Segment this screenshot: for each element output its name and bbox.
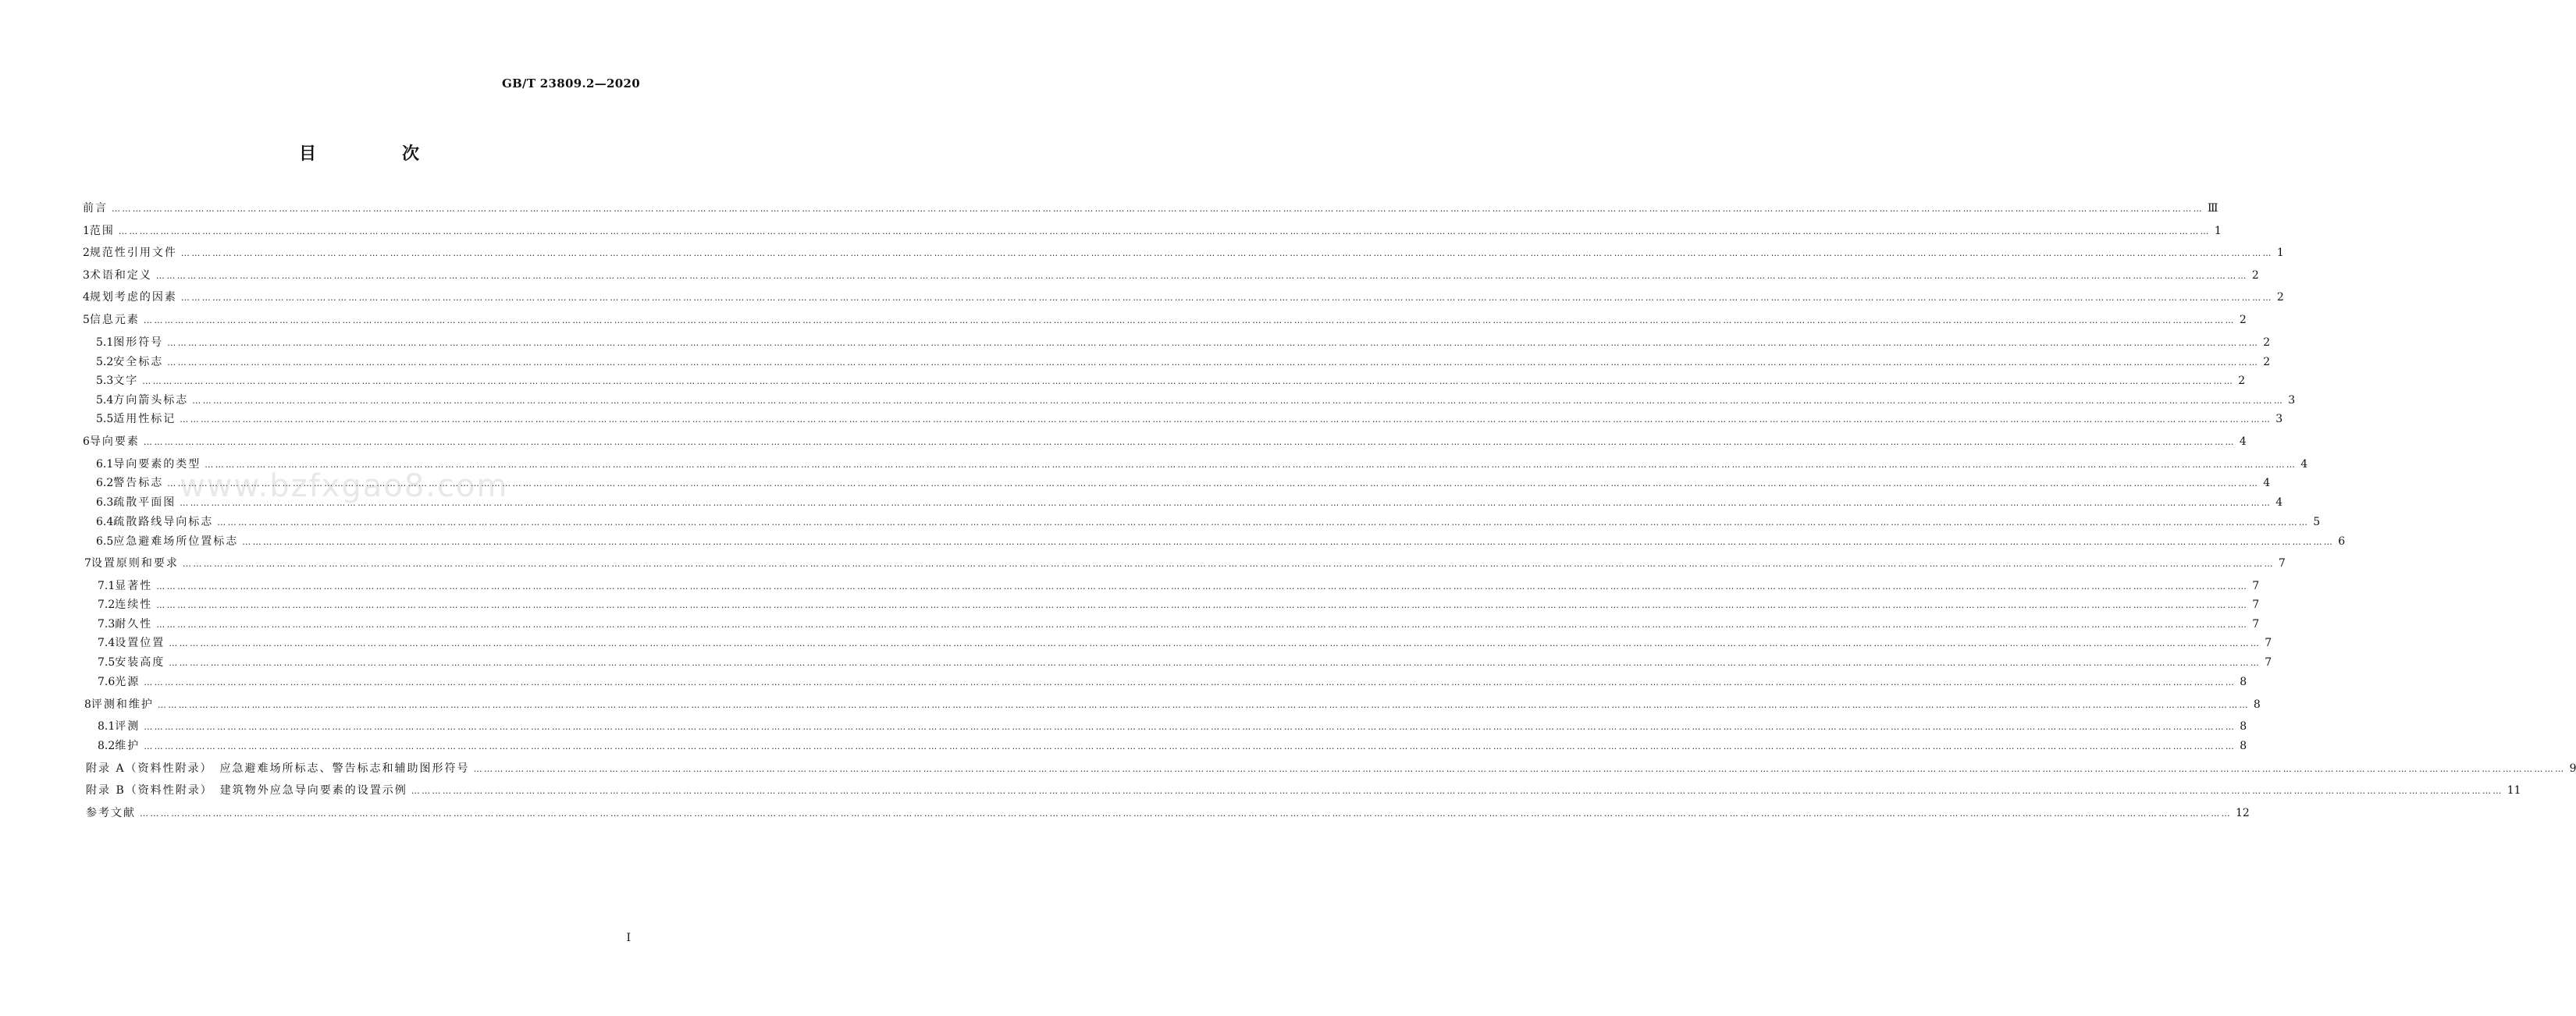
toc-entry[interactable] bbox=[96, 410, 2283, 428]
toc-entry-number: 2 bbox=[83, 247, 90, 259]
toc-entry-number: 7.5 bbox=[98, 656, 116, 669]
toc-entry-page: 8 bbox=[2240, 676, 2247, 688]
toc-entry-number: 8.2 bbox=[98, 740, 116, 752]
toc-entry[interactable] bbox=[84, 555, 2286, 572]
toc-entry[interactable] bbox=[98, 737, 2247, 755]
toc-entry-page: 3 bbox=[2288, 394, 2296, 407]
toc-entry[interactable] bbox=[98, 654, 2272, 671]
toc-entry[interactable] bbox=[98, 673, 2247, 691]
toc-entry[interactable] bbox=[83, 200, 2218, 217]
toc-entry-label: 规划考虑的因素 bbox=[89, 291, 177, 304]
toc-entry-page: 2 bbox=[2251, 269, 2259, 282]
toc-entry-label: 维护 bbox=[115, 740, 141, 752]
toc-entry[interactable] bbox=[83, 433, 2247, 450]
toc-entry[interactable] bbox=[98, 616, 2260, 633]
toc-entry-label: 疏散平面图 bbox=[113, 496, 176, 509]
toc-entry-page: 4 bbox=[2275, 496, 2283, 509]
toc-entry-label: 范围 bbox=[89, 225, 115, 237]
toc-leader-dots: …………………………………………………………………………………………………………………………………………………………………………………………………………………………………………………………………………………………………………………………………………………………………………………………………………………………………………………………………………………………………………………………………………………… bbox=[167, 478, 2260, 488]
toc-entry-label: 光源 bbox=[115, 676, 141, 688]
toc-leader-dots: …………………………………………………………………………………………………………………………………………………………………………………………………………………………………………………………………………………………………………………………………………………………………………………………………………………………………………………………………………………………………………………………………………………… bbox=[156, 581, 2249, 591]
toc-leader-dots: …………………………………………………………………………………………………………………………………………………………………………………………………………………………………………………………………………………………………………………………………………………………………………………………………………………………………………………………………………………………………………………………………………………… bbox=[242, 537, 2335, 547]
toc-entry-label: 适用性标记 bbox=[113, 413, 176, 425]
toc-entry[interactable] bbox=[98, 718, 2247, 735]
toc-entry-page: 2 bbox=[2276, 291, 2284, 304]
toc-entry-number: 6.4 bbox=[96, 516, 114, 528]
toc-entry-label: 信息元素 bbox=[89, 314, 140, 326]
toc-entry-number: 5.3 bbox=[96, 375, 114, 387]
toc-entry-page: 7 bbox=[2252, 599, 2260, 611]
toc-entry[interactable] bbox=[86, 760, 2576, 777]
toc-entry[interactable] bbox=[96, 334, 2271, 351]
toc-entry-label: 文字 bbox=[113, 375, 139, 387]
toc-leader-dots: …………………………………………………………………………………………………………………………………………………………………………………………………………………………………………………………………………………………………………………………………………………………………………………………………………………………………………………………………………………………………………………………………………………… bbox=[144, 722, 2236, 732]
toc-entry-label: 应急避难场所位置标志 bbox=[113, 535, 239, 548]
page-number: I bbox=[626, 932, 631, 944]
toc-leader-dots: …………………………………………………………………………………………………………………………………………………………………………………………………………………………………………………………………………………………………………………………………………………………………………………………………………………………………………………………………………………………………………………………………………………… bbox=[169, 658, 2261, 668]
toc-entry[interactable] bbox=[83, 244, 2284, 261]
toc-entry[interactable] bbox=[83, 289, 2284, 306]
toc-entry-label: 参考文献 bbox=[86, 807, 136, 819]
toc-leader-dots: …………………………………………………………………………………………………………………………………………………………………………………………………………………………………………………………………………………………………………………………………………………………………………………………………………………………………………………………………………………………………………………………………………………… bbox=[205, 460, 2297, 470]
toc-entry-label: 术语和定义 bbox=[89, 269, 152, 282]
toc-entry-page: 2 bbox=[2263, 336, 2271, 349]
toc-leader-dots: …………………………………………………………………………………………………………………………………………………………………………………………………………………………………………………………………………………………………………………………………………………………………………………………………………………………………………………………………………………………………………………………………………………… bbox=[118, 226, 2211, 236]
toc-entry-page: 8 bbox=[2253, 698, 2261, 711]
toc-entry-label: 安全标志 bbox=[113, 356, 164, 368]
toc-entry[interactable] bbox=[96, 353, 2271, 371]
toc-entry-label: 警告标志 bbox=[113, 477, 164, 489]
toc-leader-dots: …………………………………………………………………………………………………………………………………………………………………………………………………………………………………………………………………………………………………………………………………………………………………………………………………………………………………………………………………………………………………………………………………………………… bbox=[156, 600, 2249, 610]
toc-leader-dots: …………………………………………………………………………………………………………………………………………………………………………………………………………………………………………………………………………………………………………………………………………………………………………………………………………………………………………………………………………………………………………………………………………………… bbox=[182, 559, 2275, 569]
toc-entry-label: 显著性 bbox=[115, 580, 153, 592]
toc-entry[interactable] bbox=[96, 392, 2296, 409]
toc-entry-number: 6 bbox=[83, 435, 90, 448]
toc-leader-dots: …………………………………………………………………………………………………………………………………………………………………………………………………………………………………………………………………………………………………………………………………………………………………………………………………………………………………………………………………………………………………………………………………………………… bbox=[473, 764, 2566, 774]
toc-entry-number: 7.1 bbox=[98, 580, 116, 592]
toc-entry-page: 9 bbox=[2569, 762, 2576, 775]
toc-entry-page: 6 bbox=[2338, 535, 2346, 548]
toc-leader-dots: …………………………………………………………………………………………………………………………………………………………………………………………………………………………………………………………………………………………………………………………………………………………………………………………………………………………………………………………………………………………………………………………………………………… bbox=[169, 638, 2261, 648]
toc-entry[interactable] bbox=[98, 596, 2260, 613]
toc-entry[interactable] bbox=[83, 222, 2222, 240]
page-title: 目 次 bbox=[298, 144, 454, 164]
toc-entry-number: 8 bbox=[84, 698, 91, 711]
toc-entry-number: 1 bbox=[83, 225, 90, 237]
toc-entry-label: 评测 bbox=[115, 720, 141, 733]
toc-leader-dots: …………………………………………………………………………………………………………………………………………………………………………………………………………………………………………………………………………………………………………………………………………………………………………………………………………………………………………………………………………………………………………………………………………………… bbox=[140, 808, 2232, 819]
toc-leader-dots: …………………………………………………………………………………………………………………………………………………………………………………………………………………………………………………………………………………………………………………………………………………………………………………………………………………………………………………………………………………………………………………………………………………… bbox=[180, 293, 2273, 303]
toc-entry-number: 7.3 bbox=[98, 618, 116, 631]
toc-leader-dots: …………………………………………………………………………………………………………………………………………………………………………………………………………………………………………………………………………………………………………………………………………………………………………………………………………………………………………………………………………………………………………………………………………………… bbox=[112, 204, 2204, 214]
toc-entry-page: 8 bbox=[2240, 740, 2247, 752]
toc-entry[interactable] bbox=[96, 474, 2271, 492]
toc-entry-page: 1 bbox=[2214, 225, 2222, 237]
toc-leader-dots: …………………………………………………………………………………………………………………………………………………………………………………………………………………………………………………………………………………………………………………………………………………………………………………………………………………………………………………………………………………………………………………………………………………… bbox=[157, 700, 2250, 710]
toc-entry-label: 图形符号 bbox=[113, 336, 164, 349]
toc-leader-dots: …………………………………………………………………………………………………………………………………………………………………………………………………………………………………………………………………………………………………………………………………………………………………………………………………………………………………………………………………………………………………………………………………………………… bbox=[143, 437, 2236, 447]
toc-entry[interactable] bbox=[84, 696, 2261, 713]
toc-entry[interactable] bbox=[83, 267, 2259, 284]
toc-leader-dots: …………………………………………………………………………………………………………………………………………………………………………………………………………………………………………………………………………………………………………………………………………………………………………………………………………………………………………………………………………………………………………………………………………………… bbox=[144, 677, 2236, 687]
toc-entry-label: 设置位置 bbox=[115, 637, 165, 649]
toc-entry-number: 5.2 bbox=[96, 356, 114, 368]
toc-leader-dots: …………………………………………………………………………………………………………………………………………………………………………………………………………………………………………………………………………………………………………………………………………………………………………………………………………………………………………………………………………………………………………………………………………………… bbox=[144, 741, 2236, 751]
toc-leader-dots: …………………………………………………………………………………………………………………………………………………………………………………………………………………………………………………………………………………………………………………………………………………………………………………………………………………………………………………………………………………………………………………………………………………… bbox=[180, 414, 2272, 425]
toc-entry-number: 6.3 bbox=[96, 496, 114, 509]
toc-entry-page: 11 bbox=[2507, 784, 2521, 797]
toc-entry-page: 8 bbox=[2240, 720, 2247, 733]
toc-entry[interactable] bbox=[98, 577, 2260, 595]
toc-entry-label: 耐久性 bbox=[115, 618, 153, 631]
toc-entry-number: 6.1 bbox=[96, 458, 114, 471]
toc-entry-page: 2 bbox=[2263, 356, 2271, 368]
toc-entry-page: 4 bbox=[2263, 477, 2271, 489]
toc-entry-number: 5.5 bbox=[96, 413, 114, 425]
toc-leader-dots: …………………………………………………………………………………………………………………………………………………………………………………………………………………………………………………………………………………………………………………………………………………………………………………………………………………………………………………………………………………………………………………………………………………… bbox=[217, 517, 2310, 528]
watermark: www.bzfxgao8.com bbox=[180, 468, 509, 504]
toc-entry-page: 2 bbox=[2238, 375, 2246, 387]
toc-entry-page: 7 bbox=[2265, 656, 2272, 669]
toc-entry[interactable] bbox=[96, 513, 2321, 531]
toc-leader-dots: …………………………………………………………………………………………………………………………………………………………………………………………………………………………………………………………………………………………………………………………………………………………………………………………………………………………………………………………………………………………………………………………………………………… bbox=[180, 248, 2273, 258]
toc-entry-label: 方向箭头标志 bbox=[113, 394, 189, 407]
toc-entry-page: 2 bbox=[2239, 314, 2247, 326]
toc-entry-page: 3 bbox=[2275, 413, 2283, 425]
toc-entry-label: 评测和维护 bbox=[91, 698, 154, 711]
toc-leader-dots: …………………………………………………………………………………………………………………………………………………………………………………………………………………………………………………………………………………………………………………………………………………………………………………………………………………………………………………………………………………………………………………………………………………… bbox=[192, 396, 2285, 406]
toc-entry[interactable] bbox=[83, 311, 2247, 329]
toc-entry-label: 导向要素的类型 bbox=[113, 458, 201, 471]
toc-entry[interactable] bbox=[86, 782, 2521, 799]
toc-entry[interactable] bbox=[96, 372, 2246, 389]
toc-entry-label: 疏散路线导向标志 bbox=[113, 516, 214, 528]
toc-entry[interactable] bbox=[96, 494, 2283, 511]
toc-entry[interactable] bbox=[96, 456, 2308, 473]
toc-leader-dots: …………………………………………………………………………………………………………………………………………………………………………………………………………………………………………………………………………………………………………………………………………………………………………………………………………………………………………………………………………………………………………………………………………………… bbox=[167, 357, 2260, 368]
toc-entry-page: Ⅲ bbox=[2208, 202, 2218, 215]
toc-entry[interactable] bbox=[98, 634, 2272, 652]
toc-entry-label: 附录 A（资料性附录） 应急避难场所标志、警告标志和辅助图形符号 bbox=[86, 762, 470, 775]
toc-entry-label: 连续性 bbox=[115, 599, 153, 611]
toc-entry[interactable] bbox=[86, 805, 2250, 822]
toc-leader-dots: …………………………………………………………………………………………………………………………………………………………………………………………………………………………………………………………………………………………………………………………………………………………………………………………………………………………………………………………………………………………………………………………………………………… bbox=[155, 271, 2248, 281]
toc-entry-page: 7 bbox=[2265, 637, 2272, 649]
toc-entry-number: 6.5 bbox=[96, 535, 114, 548]
toc-entry-number: 5.4 bbox=[96, 394, 114, 407]
toc-entry-number: 8.1 bbox=[98, 720, 116, 733]
toc-entry-label: 规范性引用文件 bbox=[89, 247, 177, 259]
toc-entry-page: 7 bbox=[2252, 618, 2260, 631]
toc-entry-label: 前言 bbox=[83, 202, 108, 215]
toc-entry-number: 5 bbox=[83, 314, 90, 326]
toc-entry-number: 7.2 bbox=[98, 599, 116, 611]
toc-entry-number: 4 bbox=[83, 291, 90, 304]
toc-entry-page: 7 bbox=[2278, 557, 2286, 570]
toc-entry-number: 5.1 bbox=[96, 336, 114, 349]
toc-entry-number: 7.6 bbox=[98, 676, 116, 688]
toc-leader-dots: …………………………………………………………………………………………………………………………………………………………………………………………………………………………………………………………………………………………………………………………………………………………………………………………………………………………………………………………………………………………………………………………………………………… bbox=[142, 376, 2235, 386]
toc-entry-label: 导向要素 bbox=[89, 435, 140, 448]
document-code: GB/T 23809.2—2020 bbox=[501, 76, 640, 91]
toc-leader-dots: …………………………………………………………………………………………………………………………………………………………………………………………………………………………………………………………………………………………………………………………………………………………………………………………………………………………………………………………………………………………………………………………………………………… bbox=[143, 315, 2236, 325]
toc-leader-dots: …………………………………………………………………………………………………………………………………………………………………………………………………………………………………………………………………………………………………………………………………………………………………………………………………………………………………………………………………………………………………………………………………………………… bbox=[180, 498, 2272, 508]
toc-entry-label: 安装高度 bbox=[115, 656, 165, 669]
toc-entry-number: 6.2 bbox=[96, 477, 114, 489]
toc-entry[interactable] bbox=[96, 533, 2346, 550]
toc-entry-number: 3 bbox=[83, 269, 90, 282]
toc-leader-dots: …………………………………………………………………………………………………………………………………………………………………………………………………………………………………………………………………………………………………………………………………………………………………………………………………………………………………………………………………………………………………………………………………………………… bbox=[156, 620, 2249, 630]
toc-entry-page: 4 bbox=[2300, 458, 2308, 471]
toc-entry-page: 1 bbox=[2276, 247, 2284, 259]
toc-entry-number: 7 bbox=[84, 557, 91, 570]
toc-leader-dots: …………………………………………………………………………………………………………………………………………………………………………………………………………………………………………………………………………………………………………………………………………………………………………………………………………………………………………………………………………………………………………………………………………………… bbox=[167, 338, 2260, 348]
toc-entry-label: 设置原则和要求 bbox=[91, 557, 179, 570]
toc-entry-page: 4 bbox=[2239, 435, 2247, 448]
toc-entry-number: 7.4 bbox=[98, 637, 116, 649]
toc-entry-page: 7 bbox=[2252, 580, 2260, 592]
toc-entry-page: 5 bbox=[2313, 516, 2321, 528]
toc-entry-label: 附录 B（资料性附录） 建筑物外应急导向要素的设置示例 bbox=[86, 784, 407, 797]
toc-leader-dots: …………………………………………………………………………………………………………………………………………………………………………………………………………………………………………………………………………………………………………………………………………………………………………………………………………………………………………………………………………………………………………………………………………………… bbox=[411, 786, 2503, 796]
toc-entry-page: 12 bbox=[2236, 807, 2250, 819]
